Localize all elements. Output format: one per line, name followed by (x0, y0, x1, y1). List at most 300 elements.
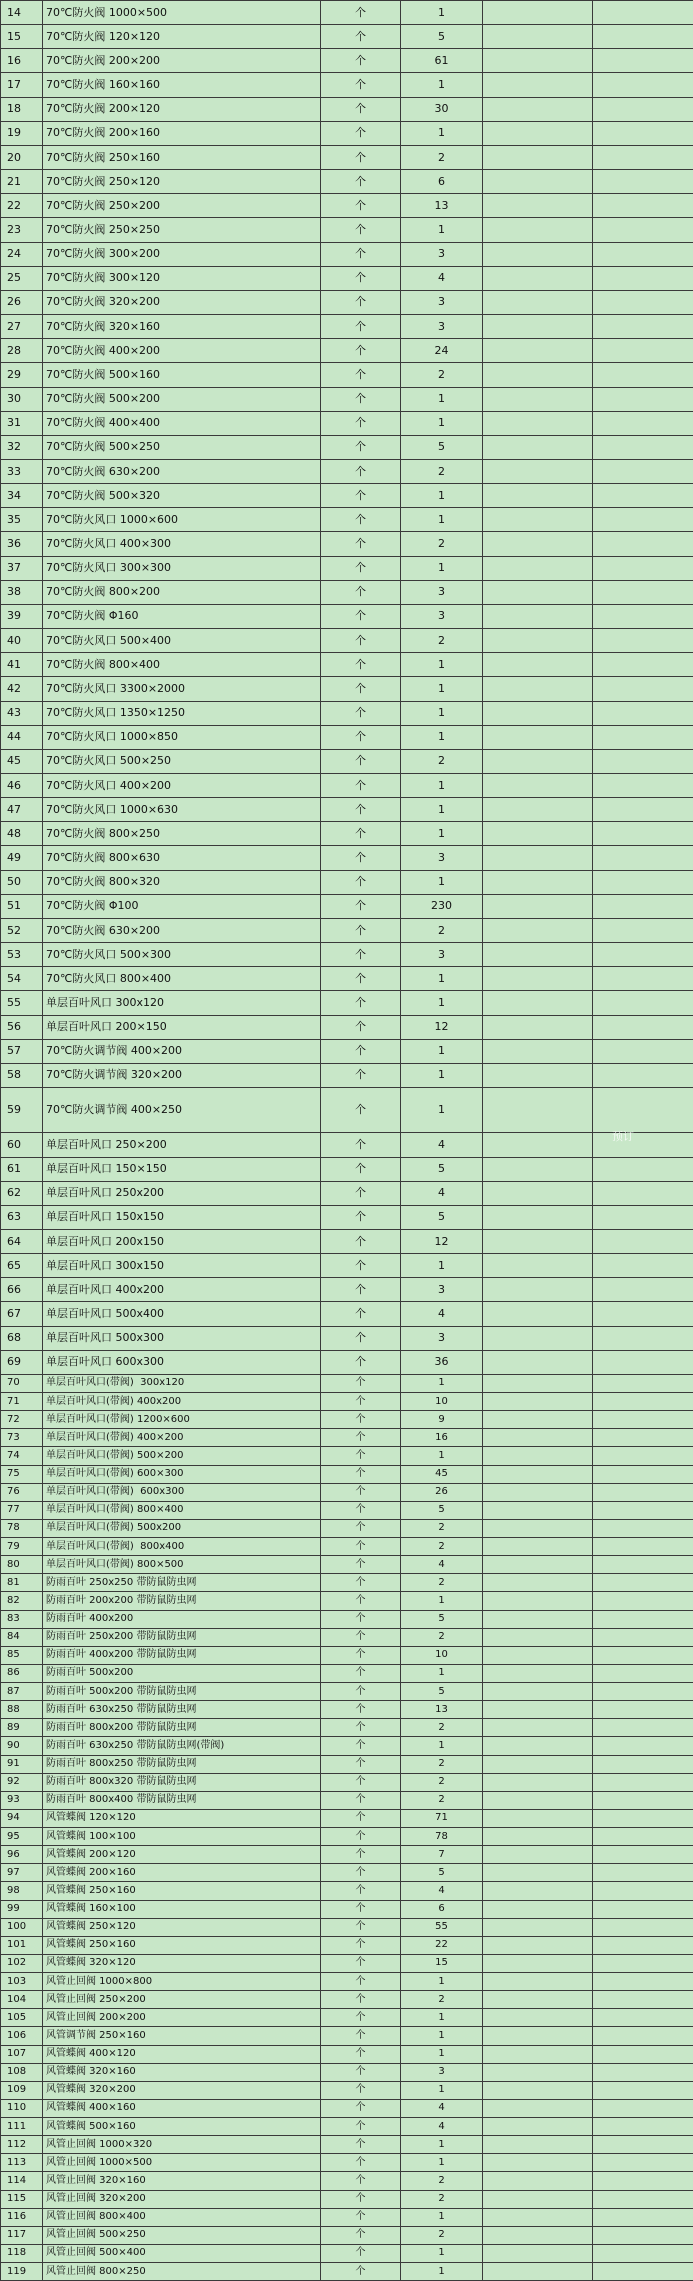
item-name: 70℃防火阀 120×120 (43, 25, 321, 49)
row-number: 117 (1, 2226, 43, 2244)
row-number: 23 (1, 218, 43, 242)
quantity: 1 (401, 1, 483, 25)
table-row (1, 870, 693, 894)
item-name: 风管止回阀 500×400 (43, 2244, 321, 2262)
row-number: 35 (1, 508, 43, 532)
table-row (1, 1039, 693, 1063)
table-row (1, 1015, 693, 1039)
quantity: 3 (401, 1326, 483, 1350)
row-number: 91 (1, 1755, 43, 1773)
unit: 个 (321, 145, 401, 169)
item-name: 单层百叶风口(带阀) 500x200 (43, 1519, 321, 1537)
item-name: 70℃防火阀 Φ160 (43, 604, 321, 628)
unit: 个 (321, 991, 401, 1015)
item-name: 70℃防火风口 500×400 (43, 629, 321, 653)
blank-cell (593, 653, 693, 677)
quantity: 13 (401, 194, 483, 218)
blank-cell (593, 339, 693, 363)
table-row (1, 1393, 693, 1411)
table-row (1, 1063, 693, 1087)
blank-cell (483, 2136, 593, 2154)
unit: 个 (321, 484, 401, 508)
item-name: 单层百叶风口 300x150 (43, 1254, 321, 1278)
row-number: 43 (1, 701, 43, 725)
blank-cell (483, 701, 593, 725)
item-name: 70℃防火阀 320×160 (43, 315, 321, 339)
row-number: 73 (1, 1429, 43, 1447)
quantity: 3 (401, 290, 483, 314)
unit: 个 (321, 1501, 401, 1519)
row-number: 52 (1, 918, 43, 942)
unit: 个 (321, 1846, 401, 1864)
unit: 个 (321, 918, 401, 942)
blank-cell (593, 1133, 693, 1157)
blank-cell (483, 1278, 593, 1302)
unit: 个 (321, 653, 401, 677)
row-number: 108 (1, 2063, 43, 2081)
item-name: 70℃防火风口 400×300 (43, 532, 321, 556)
blank-cell (593, 629, 693, 653)
blank-cell (483, 1350, 593, 1374)
row-number: 82 (1, 1592, 43, 1610)
unit: 个 (321, 435, 401, 459)
table-row (1, 1, 693, 25)
row-number: 80 (1, 1556, 43, 1574)
quantity: 45 (401, 1465, 483, 1483)
quantity: 10 (401, 1646, 483, 1664)
unit: 个 (321, 73, 401, 97)
blank-cell (483, 918, 593, 942)
row-number: 46 (1, 774, 43, 798)
quantity: 2 (401, 1755, 483, 1773)
item-name: 防雨百叶 400x200 (43, 1610, 321, 1628)
unit: 个 (321, 1900, 401, 1918)
blank-cell (483, 2118, 593, 2136)
table-row (1, 1326, 693, 1350)
quantity: 22 (401, 1936, 483, 1954)
blank-cell (483, 242, 593, 266)
table-row (1, 798, 693, 822)
table-row (1, 508, 693, 532)
blank-cell (483, 1973, 593, 1991)
blank-cell (483, 1556, 593, 1574)
item-name: 防雨百叶 800x200 带防鼠防虫网 (43, 1719, 321, 1737)
blank-cell (483, 1326, 593, 1350)
row-number: 57 (1, 1039, 43, 1063)
blank-cell (483, 1465, 593, 1483)
table-row (1, 2027, 693, 2045)
table-row (1, 2208, 693, 2226)
table-row (1, 1954, 693, 1972)
quantity: 3 (401, 846, 483, 870)
item-name: 防雨百叶 500x200 (43, 1664, 321, 1682)
blank-cell (483, 1088, 593, 1133)
table-row (1, 2063, 693, 2081)
unit: 个 (321, 49, 401, 73)
blank-cell (593, 532, 693, 556)
blank-cell (593, 2081, 693, 2099)
table-row (1, 1701, 693, 1719)
blank-cell (483, 2027, 593, 2045)
blank-cell (483, 725, 593, 749)
quantity: 2 (401, 918, 483, 942)
quantity: 3 (401, 315, 483, 339)
table-row (1, 1411, 693, 1429)
quantity: 61 (401, 49, 483, 73)
item-name: 70℃防火调节阀 400×250 (43, 1088, 321, 1133)
unit: 个 (321, 1918, 401, 1936)
unit: 个 (321, 25, 401, 49)
row-number: 54 (1, 967, 43, 991)
blank-cell (483, 991, 593, 1015)
table-row (1, 701, 693, 725)
item-name: 单层百叶风口 250×200 (43, 1133, 321, 1157)
blank-cell (593, 1181, 693, 1205)
quantity: 3 (401, 943, 483, 967)
blank-cell (483, 556, 593, 580)
table-row (1, 2118, 693, 2136)
unit: 个 (321, 1411, 401, 1429)
unit: 个 (321, 870, 401, 894)
blank-cell (483, 290, 593, 314)
blank-cell (593, 1157, 693, 1181)
blank-cell (483, 894, 593, 918)
quantity: 1 (401, 774, 483, 798)
row-number: 19 (1, 121, 43, 145)
item-name: 单层百叶风口 150x150 (43, 1205, 321, 1229)
blank-cell (593, 1501, 693, 1519)
row-number: 90 (1, 1737, 43, 1755)
row-number: 50 (1, 870, 43, 894)
blank-cell (483, 798, 593, 822)
unit: 个 (321, 2099, 401, 2117)
quantity: 2 (401, 1773, 483, 1791)
blank-cell (593, 870, 693, 894)
blank-cell (593, 1773, 693, 1791)
table-row (1, 2190, 693, 2208)
quantity: 12 (401, 1015, 483, 1039)
blank-cell (483, 749, 593, 773)
row-number: 45 (1, 749, 43, 773)
row-number: 30 (1, 387, 43, 411)
unit: 个 (321, 315, 401, 339)
unit: 个 (321, 1374, 401, 1392)
table-row (1, 266, 693, 290)
item-name: 风管蝶阀 250×120 (43, 1918, 321, 1936)
row-number: 97 (1, 1864, 43, 1882)
row-number: 66 (1, 1278, 43, 1302)
item-name: 风管蝶阀 160×100 (43, 1900, 321, 1918)
blank-cell (593, 943, 693, 967)
blank-cell (483, 2172, 593, 2190)
blank-cell (593, 1628, 693, 1646)
row-number: 39 (1, 604, 43, 628)
quantity: 4 (401, 2099, 483, 2117)
quantity: 2 (401, 1991, 483, 2009)
table-row (1, 2009, 693, 2027)
unit: 个 (321, 701, 401, 725)
quantity: 7 (401, 1846, 483, 1864)
unit: 个 (321, 387, 401, 411)
quantity: 6 (401, 170, 483, 194)
item-name: 70℃防火阀 300×200 (43, 242, 321, 266)
blank-cell (593, 2136, 693, 2154)
row-number: 104 (1, 1991, 43, 2009)
blank-cell (593, 774, 693, 798)
blank-cell (593, 1393, 693, 1411)
quantity: 1 (401, 677, 483, 701)
unit: 个 (321, 1350, 401, 1374)
unit: 个 (321, 1039, 401, 1063)
blank-cell (483, 73, 593, 97)
blank-cell (483, 822, 593, 846)
quantity: 4 (401, 266, 483, 290)
item-name: 单层百叶风口(带阀) 800×400 (43, 1501, 321, 1519)
table-row (1, 918, 693, 942)
quantity: 4 (401, 1882, 483, 1900)
blank-cell (483, 1181, 593, 1205)
table-row (1, 1646, 693, 1664)
blank-cell (483, 218, 593, 242)
quantity: 1 (401, 1063, 483, 1087)
item-name: 70℃防火阀 630×200 (43, 918, 321, 942)
row-number: 100 (1, 1918, 43, 1936)
row-number: 76 (1, 1483, 43, 1501)
unit: 个 (321, 1254, 401, 1278)
blank-cell (483, 532, 593, 556)
blank-cell (593, 121, 693, 145)
blank-cell (593, 1900, 693, 1918)
table-row (1, 1133, 693, 1157)
quantity: 4 (401, 1556, 483, 1574)
quantity: 5 (401, 1610, 483, 1628)
blank-cell (483, 580, 593, 604)
table-row (1, 943, 693, 967)
row-number: 56 (1, 1015, 43, 1039)
row-number: 115 (1, 2190, 43, 2208)
table-row (1, 2226, 693, 2244)
table-row (1, 1429, 693, 1447)
unit: 个 (321, 2045, 401, 2063)
row-number: 24 (1, 242, 43, 266)
quantity: 2 (401, 145, 483, 169)
row-number: 119 (1, 2263, 43, 2281)
blank-cell (593, 1063, 693, 1087)
item-name: 防雨百叶 630x250 带防鼠防虫网 (43, 1701, 321, 1719)
table-row (1, 1755, 693, 1773)
item-name: 单层百叶风口 300x120 (43, 991, 321, 1015)
unit: 个 (321, 1574, 401, 1592)
item-name: 单层百叶风口 150×150 (43, 1157, 321, 1181)
unit: 个 (321, 2244, 401, 2262)
item-name: 风管蝶阀 400×160 (43, 2099, 321, 2117)
table-row (1, 1918, 693, 1936)
blank-cell (483, 2154, 593, 2172)
blank-cell (593, 822, 693, 846)
row-number: 92 (1, 1773, 43, 1791)
row-number: 53 (1, 943, 43, 967)
blank-cell (593, 1039, 693, 1063)
row-number: 114 (1, 2172, 43, 2190)
item-name: 风管止回阀 250×200 (43, 1991, 321, 2009)
row-number: 64 (1, 1229, 43, 1253)
item-name: 70℃防火风口 1000×630 (43, 798, 321, 822)
row-number: 111 (1, 2118, 43, 2136)
quantity: 2 (401, 2226, 483, 2244)
row-number: 88 (1, 1701, 43, 1719)
item-name: 70℃防火阀 200×120 (43, 97, 321, 121)
row-number: 17 (1, 73, 43, 97)
item-name: 70℃防火调节阀 320×200 (43, 1063, 321, 1087)
blank-cell (593, 459, 693, 483)
quantity: 5 (401, 25, 483, 49)
unit: 个 (321, 2136, 401, 2154)
table-row (1, 1574, 693, 1592)
blank-cell (593, 967, 693, 991)
quantity: 1 (401, 822, 483, 846)
unit: 个 (321, 218, 401, 242)
item-name: 70℃防火阀 500×200 (43, 387, 321, 411)
item-name: 防雨百叶 800x400 带防鼠防虫网 (43, 1791, 321, 1809)
blank-cell (593, 2226, 693, 2244)
unit: 个 (321, 749, 401, 773)
blank-cell (593, 170, 693, 194)
blank-cell (593, 918, 693, 942)
row-number: 61 (1, 1157, 43, 1181)
blank-cell (483, 2190, 593, 2208)
blank-cell (593, 218, 693, 242)
table-row (1, 1447, 693, 1465)
blank-cell (483, 25, 593, 49)
blank-cell (593, 991, 693, 1015)
item-name: 风管蝶阀 320×200 (43, 2081, 321, 2099)
unit: 个 (321, 1628, 401, 1646)
quantity: 1 (401, 2009, 483, 2027)
blank-cell (593, 1015, 693, 1039)
table-row (1, 580, 693, 604)
item-name: 70℃防火阀 200×200 (43, 49, 321, 73)
blank-cell (593, 2208, 693, 2226)
table-row (1, 435, 693, 459)
blank-cell (483, 1302, 593, 1326)
row-number: 67 (1, 1302, 43, 1326)
table-row (1, 1538, 693, 1556)
item-name: 单层百叶风口(带阀) 800×500 (43, 1556, 321, 1574)
quantity: 55 (401, 1918, 483, 1936)
table-row (1, 170, 693, 194)
blank-cell (483, 1809, 593, 1827)
table-row (1, 387, 693, 411)
row-number: 75 (1, 1465, 43, 1483)
item-name: 防雨百叶 800x320 带防鼠防虫网 (43, 1773, 321, 1791)
blank-cell (593, 2027, 693, 2045)
item-name: 70℃防火阀 250×200 (43, 194, 321, 218)
item-name: 风管蝶阀 500×160 (43, 2118, 321, 2136)
row-number: 62 (1, 1181, 43, 1205)
blank-cell (483, 1719, 593, 1737)
table-row (1, 532, 693, 556)
item-name: 防雨百叶 250x200 带防鼠防虫网 (43, 1628, 321, 1646)
blank-cell (593, 1683, 693, 1701)
blank-cell (593, 145, 693, 169)
table-row (1, 1973, 693, 1991)
quantity: 5 (401, 1683, 483, 1701)
unit: 个 (321, 508, 401, 532)
blank-cell (483, 2009, 593, 2027)
blank-cell (593, 2172, 693, 2190)
blank-cell (483, 870, 593, 894)
row-number: 20 (1, 145, 43, 169)
blank-cell (483, 1664, 593, 1682)
table-row (1, 2045, 693, 2063)
unit: 个 (321, 1610, 401, 1628)
blank-cell (593, 604, 693, 628)
quantity: 1 (401, 411, 483, 435)
unit: 个 (321, 2190, 401, 2208)
item-name: 风管蝶阀 250×160 (43, 1882, 321, 1900)
blank-cell (593, 1205, 693, 1229)
blank-cell (483, 387, 593, 411)
unit: 个 (321, 894, 401, 918)
blank-cell (593, 2244, 693, 2262)
item-name: 风管止回阀 320×200 (43, 2190, 321, 2208)
unit: 个 (321, 1, 401, 25)
item-name: 单层百叶风口 250x200 (43, 1181, 321, 1205)
quantity: 2 (401, 532, 483, 556)
blank-cell (483, 1791, 593, 1809)
table-row (1, 1483, 693, 1501)
table-row (1, 2136, 693, 2154)
unit: 个 (321, 1133, 401, 1157)
quantity: 36 (401, 1350, 483, 1374)
row-number: 14 (1, 1, 43, 25)
item-name: 防雨百叶 630x250 带防鼠防虫网(带阀) (43, 1737, 321, 1755)
blank-cell (593, 1088, 693, 1133)
blank-cell (593, 1846, 693, 1864)
blank-cell (483, 411, 593, 435)
unit: 个 (321, 2027, 401, 2045)
blank-cell (483, 1, 593, 25)
blank-cell (483, 1447, 593, 1465)
blank-cell (593, 798, 693, 822)
table-row (1, 290, 693, 314)
quantity: 1 (401, 2244, 483, 2262)
unit: 个 (321, 629, 401, 653)
blank-cell (593, 1519, 693, 1537)
unit: 个 (321, 1157, 401, 1181)
quantity: 16 (401, 1429, 483, 1447)
table-row (1, 1773, 693, 1791)
quantity: 230 (401, 894, 483, 918)
table-row (1, 218, 693, 242)
unit: 个 (321, 2172, 401, 2190)
row-number: 118 (1, 2244, 43, 2262)
quantity: 12 (401, 1229, 483, 1253)
unit: 个 (321, 1429, 401, 1447)
item-name: 70℃防火阀 800×250 (43, 822, 321, 846)
table-row (1, 1846, 693, 1864)
item-name: 防雨百叶 200x200 带防鼠防虫网 (43, 1592, 321, 1610)
table-row (1, 846, 693, 870)
table-row (1, 73, 693, 97)
blank-cell (593, 580, 693, 604)
unit: 个 (321, 1646, 401, 1664)
quantity: 1 (401, 991, 483, 1015)
blank-cell (593, 266, 693, 290)
table-row (1, 1278, 693, 1302)
row-number: 55 (1, 991, 43, 1015)
quantity: 1 (401, 218, 483, 242)
